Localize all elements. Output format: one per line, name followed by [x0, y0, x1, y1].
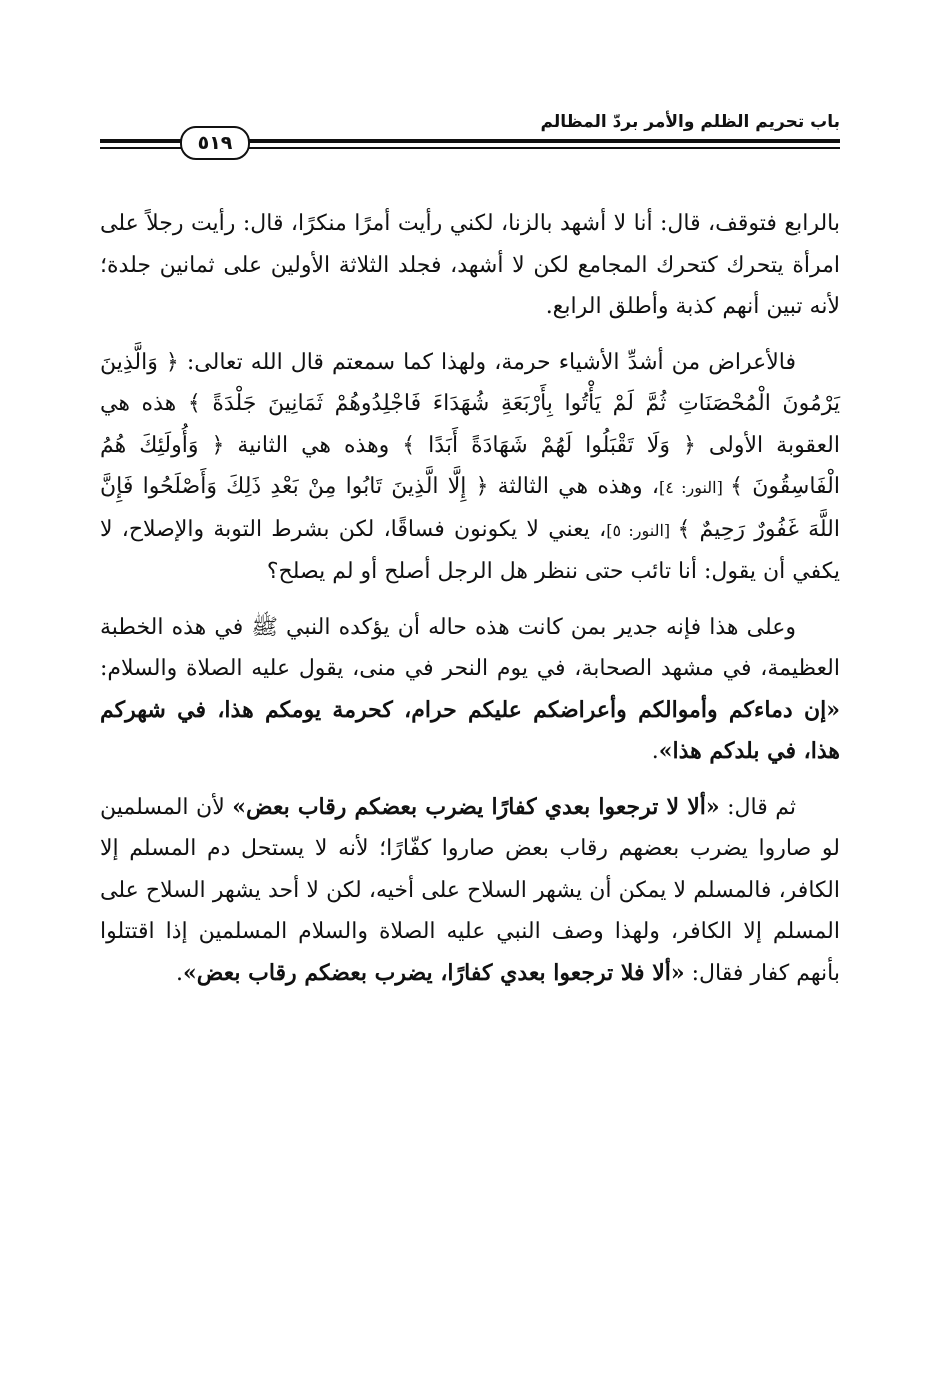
paragraph-text: . [176, 960, 184, 986]
paragraph-gap [100, 328, 840, 342]
quran-verse: ﴿ وَأُولَئِكَ هُمُ الْفَاسِقُونَ ﴾ [100, 432, 840, 499]
verse-reference: [النور: ٤] [658, 478, 731, 497]
paragraph-text: ثم قال: [719, 794, 796, 820]
hadith-quote: «ألا لا ترجعوا بعدي كفارًا يضرب بعضكم رقاب بعض» [232, 793, 720, 820]
quran-verse: ﴿ وَالَّذِينَ يَرْمُونَ الْمُحْصَنَاتِ ثُمَّ لَمْ يَأْتُوا بِأَرْبَعَةِ شُهَدَاءَ فَاجْلِدُوهُمْ ثَمَانِينَ جَلْدَةً ﴾ [100, 349, 840, 416]
paragraph-gap [100, 593, 840, 607]
paragraph-text: فالأعراض من أشدِّ الأشياء حرمة، ولهذا كما سمعتم قال الله تعالى: [178, 349, 796, 375]
paragraph [100, 342, 840, 593]
paragraph-text: بالرابع فتوقف، قال: أنا لا أشهد بالزنا، لكني رأيت أمرًا منكرًا، قال: رأيت رجلاً على امرأة يتحرك كتحرك المجامع لكن لا أشهد، فجلد الثلاثة الأولين على ثمانين جلدة؛ لأنه تبين أنهم كذبة وأطلق الرابع. [100, 211, 840, 319]
paragraph-text: وعلى هذا فإنه جدير بمن كانت هذه حاله أن يؤكده النبي ﷺ في هذه الخطبة العظيمة، في مشهد الصحابة، في يوم النحر في منى، يقول عليه الصلاة والسلام: [100, 614, 840, 681]
paragraph-text: لأن المسلمين لو صاروا يضرب بعضهم رقاب بعض صاروا كفّارًا؛ لأنه لا يستحل دم المسلم إلا الكافر، فالمسلم لا يمكن أن يشهر السلاح على أخيه، لكن لا أحد يشهر السلاح على المسلم إلا الكافر، ولهذا وصف النبي عليه الصلاة والسلام المسلمين إذا اقتتلوا بأنهم كفار فقال: [100, 794, 840, 986]
paragraph [100, 203, 840, 328]
paragraph-text: ، وهذه هي الثالثة [488, 474, 659, 499]
hadith-quote: «ألا فلا ترجعوا بعدي كفارًا، يضرب بعضكم رقاب بعض» [183, 959, 685, 986]
paragraph-text: . [651, 739, 659, 764]
paragraph-text: هذه هي العقوبة الأولى [100, 391, 840, 458]
paragraph-text: ، يعني لا يكونون فساقًا، لكن بشرط التوبة والإصلاح، لا يكفي أن يقول: أنا تائب حتى ننظر هل الرجل أصلح أو لم يصلح؟ [100, 516, 840, 584]
verse-reference: [النور: ٥] [606, 520, 678, 540]
hadith-quote: «إن دماءكم وأموالكم وأعراضكم عليكم حرام، كحرمة يومكم هذا، في شهركم هذا، في بلدكم هذا» [100, 696, 840, 764]
page-header [100, 112, 840, 156]
quran-verse: ﴿ وَلَا تَقْبَلُوا لَهُمْ شَهَادَةً أَبَدًا ﴾ [402, 432, 696, 458]
page-number: ٥١٩ [180, 126, 250, 160]
body-text [100, 203, 840, 994]
paragraph-gap [100, 773, 840, 787]
quran-verse: ﴿ إِلَّا الَّذِينَ تَابُوا مِنْ بَعْدِ ذَلِكَ وَأَصْلَحُوا فَإِنَّ اللَّهَ غَفُورٌ رَحِيمٌ ﴾ [100, 474, 840, 542]
paragraph [100, 607, 840, 773]
chapter-title: باب تحريم الظلم والأمر بردّ المظالم [540, 112, 840, 132]
paragraph [100, 787, 840, 995]
paragraph-text: وهذه هي الثانية [224, 432, 403, 458]
